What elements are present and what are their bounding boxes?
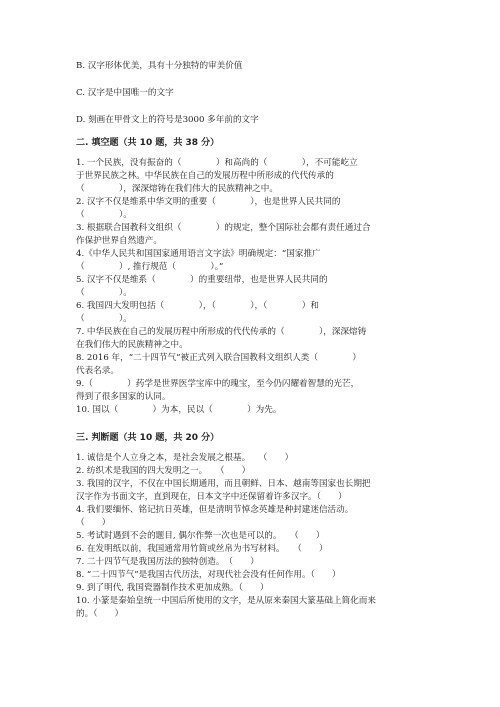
question-line: 代表名录。 [76, 366, 119, 376]
question-line: 8. “二十四节气”是我国古代历法，对现代社会没有任何作用。（ ） [76, 570, 341, 580]
question-line: （ ）。 [76, 314, 132, 324]
question-line: 2. 纺织术是我国的四大发明之一。 （ ） [76, 466, 251, 476]
question-line: 在我们伟大的民族精神之中。 [76, 340, 188, 350]
question-line: 7. 二十四节气是我国历法的独特创造。 （ ） [76, 557, 259, 567]
section-heading-fill-blank: 二. 填空题（共 10 题，共 38 分） [76, 138, 220, 148]
question-line: 8. 2016 年，“二十四节气”被正式列入联合国教科文组织人类（ ） [76, 353, 361, 363]
question-line: 2. 汉字不仅是维系中华文明的重要（ ），也是世界人民共同的 [76, 197, 341, 207]
question-line: （ ），深深熔铸在我们伟大的民族精神之中。 [76, 184, 278, 194]
question-line: 的。（ ） [76, 609, 124, 619]
question-line: 5. 考试时遇到不会的题目, 偶尔作弊一次也是可以的。 （ ） [76, 531, 325, 541]
question-line: 1. 一个民族，没有振奋的（ ）和高尚的（ ），不可能屹立 [76, 158, 358, 168]
question-line: 作保护世界自然遗产。 [76, 236, 162, 246]
question-line: 10. 小篆是秦始皇统一中国后所使用的文字，是从原来秦国大篆基础上简化而来 [76, 596, 376, 606]
question-line: 汉字作为书面文字，直到现在，日本文字中还保留着许多汉字。（ ） [76, 492, 347, 502]
question-line: 9.（ ）药学是世界医学宝库中的瑰宝，至今仍闪耀着智慧的光芒， [76, 379, 360, 389]
question-line: 得到了很多国家的认同。 [76, 392, 171, 402]
question-line: 6. 在发明纸以前，我国通常用竹简或丝帛为书写材料。 （ ） [76, 544, 328, 554]
question-line: 3. 根据联合国教科文组织（ ）的规定，整个国际社会都有责任通过合 [76, 223, 371, 233]
question-line: 4. 我们要缅怀、铭记抗日英雄，但是清明节悼念英雄是种封建迷信活动。 [76, 505, 354, 515]
question-line: （ ）。 [76, 210, 132, 220]
true-false-section [76, 432, 421, 621]
question-line: 1. 诚信是个人立身之本，是社会发展之根基。 （ ） [76, 453, 294, 463]
option-d: D. 刻画在甲骨文上的符号是3000 多年前的文字 [76, 115, 259, 125]
question-line: （ ）, 推行规范（ ）。” [76, 262, 224, 272]
question-line: 7. 中华民族在自己的发展历程中所形成的代代传承的（ ），深深熔铸 [76, 327, 367, 337]
section-heading-true-false: 三. 判断题（共 10 题，共 20 分） [76, 433, 220, 443]
option-c: C. 汉字是中国唯一的文字 [76, 88, 174, 98]
option-b: B. 汉字形体优美，具有十分独特的审美价值 [76, 61, 243, 71]
fill-blank-section [76, 137, 421, 417]
choice-options [76, 60, 421, 127]
question-line: 6. 我国四大发明包括（ ），（ ），（ ）和 [76, 301, 319, 311]
question-line: 5. 汉字不仅是维系（ ）的重要纽带，也是世界人民共同的 [76, 275, 328, 285]
question-line: 4.《中华人民共和国国家通用语言文字法》明确规定：“国家推广 [76, 249, 321, 259]
question-line: 于世界民族之林。中华民族在自己的发展历程中所形成的代代传承的 [76, 171, 334, 181]
question-line: 9. 到了明代, 我国瓷器制作技术更加成熟。（ ） [76, 583, 269, 593]
question-line: （ ）。 [76, 288, 132, 298]
question-line: （ ） [76, 518, 111, 528]
question-line: 10. 国以（ ）为本，民以（ ）为先。 [76, 405, 282, 415]
question-line: 3. 我国的汉字，不仅在中国长期通用，而且朝鲜、日本、越南等国家也长期把 [76, 479, 371, 489]
